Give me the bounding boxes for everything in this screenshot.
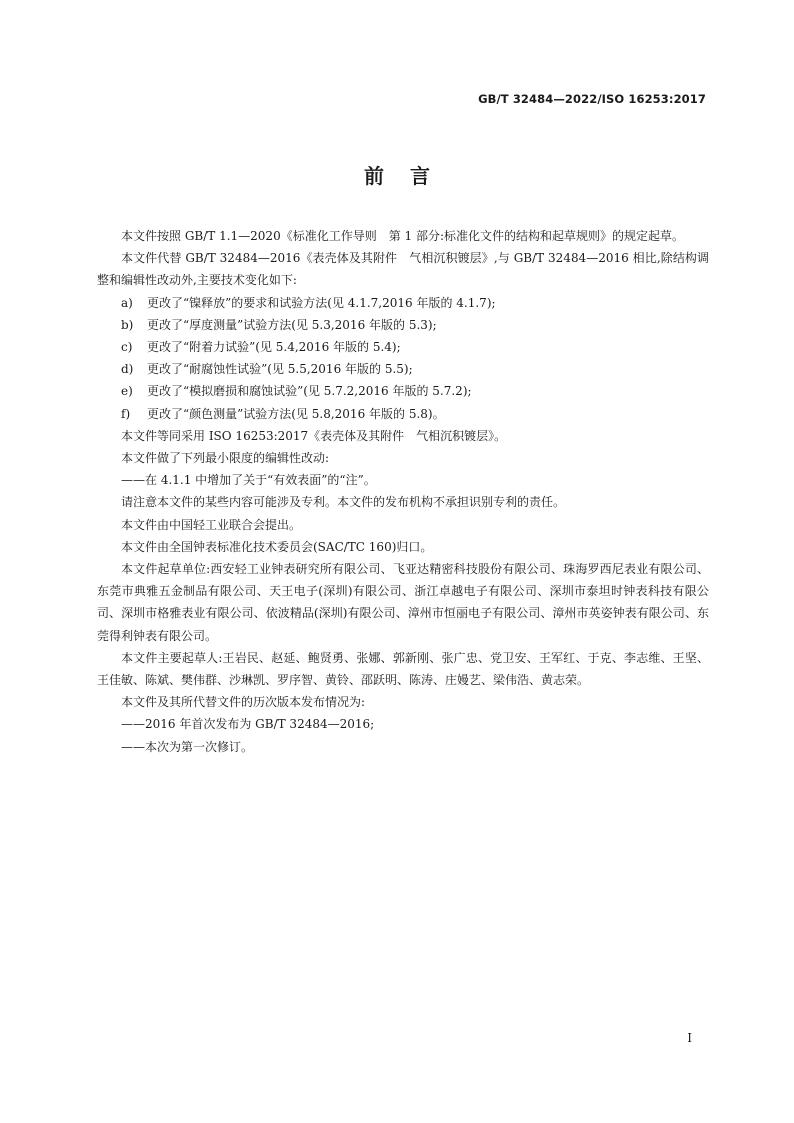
paragraph-drafters: 本文件主要起草人:王岩民、赵延、鲍贤勇、张娜、郭新刚、张广忠、党卫安、王军红、于克、李志维、王坚、王佳敏、陈斌、樊伟群、沙琳凯、罗序智、黄铃、邵跃明、陈涛、庄嫚艺、梁伟浩、黄志荣。 [97, 650, 709, 688]
paragraph-drafting-units: 本文件起草单位:西安轻工业钟表研究所有限公司、飞亚达精密科技股份有限公司、珠海罗西尼表业有限公司、东莞市典雅五金制品有限公司、天王电子(深圳)有限公司、浙江卓越电子有限公司、深圳市泰坦时钟表科技有限公司、深圳市格雅表业有限公司、依波精品(深圳)有限公司、漳州市恒丽电子有限公司、漳州市英姿钟表有限公司、东莞得利钟表有限公司。 [97, 562, 709, 643]
foreword-body [97, 225, 709, 758]
list-item [97, 314, 709, 336]
page-number: I [687, 1031, 692, 1045]
list-item [97, 380, 709, 402]
list-item [97, 403, 709, 425]
paragraph-adoption: 本文件等同采用 ISO 16253:2017《表壳体及其附件 气相沉积镀层》。 [121, 428, 507, 443]
paragraph-editorial-changes: 本文件做了下列最小限度的编辑性改动: [121, 451, 330, 466]
paragraph-history-intro: 本文件及其所代替文件的历次版本发布情况为: [121, 695, 366, 710]
list-item-mark: a) [121, 295, 133, 310]
paragraph-replaces: 本文件代替 GB/T 32484—2016《表壳体及其附件 气相沉积镀层》,与 GB/T 32484—2016 相比,除结构调整和编辑性改动外,主要技术变化如下: [97, 251, 709, 288]
list-item-mark: e) [121, 384, 133, 399]
list-item-text: 更改了“附着力试验”(见 5.4,2016 年版的 5.4); [147, 340, 401, 355]
list-item [97, 336, 709, 358]
page-title: 前言 [364, 164, 456, 188]
list-item-text: 更改了“颜色测量”试验方法(见 5.8,2016 年版的 5.8)。 [147, 406, 445, 421]
paragraph-drafting-rules: 本文件按照 GB/T 1.1—2020《标准化工作导则 第 1 部分:标准化文件的结构和起草规则》的规定起草。 [121, 229, 685, 243]
list-item-text: 更改了“模拟磨损和腐蚀试验”(见 5.7.2,2016 年版的 5.7.2); [147, 384, 472, 399]
list-item-text: 更改了“镍释放”的要求和试验方法(见 4.1.7,2016 年版的 4.1.7); [147, 295, 496, 310]
paragraph-proposed-by: 本文件由中国轻工业联合会提出。 [121, 517, 302, 532]
list-item-mark: b) [121, 317, 134, 332]
list-item-text: 更改了“厚度测量”试验方法(见 5.3,2016 年版的 5.3); [147, 317, 437, 332]
list-item-mark: c) [121, 340, 133, 355]
list-item-text: 更改了“耐腐蚀性试验”(见 5.5,2016 年版的 5.5); [147, 362, 413, 377]
list-item [97, 358, 709, 380]
paragraph-patent-notice: 请注意本文件的某些内容可能涉及专利。本文件的发布机构不承担识别专利的责任。 [121, 495, 566, 510]
paragraph-under-jurisdiction: 本文件由全国钟表标准化技术委员会(SAC/TC 160)归口。 [121, 539, 433, 554]
editorial-change-item: ——在 4.1.1 中增加了关于“有效表面”的“注”。 [121, 473, 376, 488]
list-item-mark: d) [121, 362, 134, 377]
list-item [97, 292, 709, 314]
list-item-mark: f) [121, 406, 131, 421]
standard-code: GB/T 32484—2022/ISO 16253:2017 [478, 92, 706, 106]
history-item: ——本次为第一次修订。 [121, 739, 254, 754]
changes-list [97, 292, 709, 425]
history-item: ——2016 年首次发布为 GB/T 32484—2016; [121, 717, 375, 732]
